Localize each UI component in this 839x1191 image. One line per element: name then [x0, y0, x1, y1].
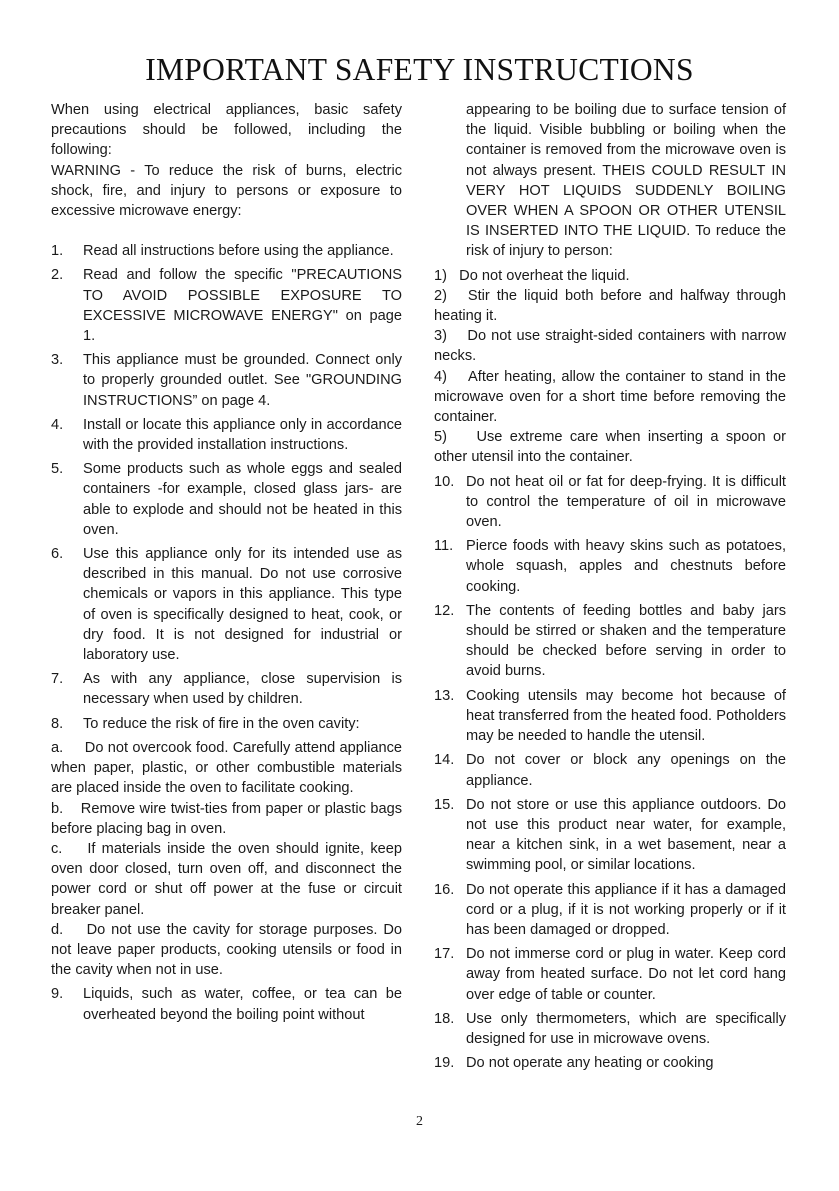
sub-item-label: b. — [51, 800, 64, 817]
item-number: 15. — [434, 796, 455, 813]
item-number: 16. — [434, 881, 455, 898]
item-number: 7. — [51, 671, 64, 688]
list-item — [51, 984, 402, 1024]
list-item — [51, 241, 402, 261]
sub-item-label: 1) — [434, 267, 447, 284]
item-number: 8. — [51, 715, 64, 732]
list-item — [434, 1009, 786, 1049]
list-item — [434, 472, 786, 533]
sub-item-label: 4) — [434, 368, 447, 385]
list-item — [51, 415, 402, 455]
sub-item-text: Use extreme care when inserting a spoon or other utensil into the container. — [434, 429, 786, 466]
item-text: To reduce the risk of fire in the oven cavity: — [83, 715, 360, 732]
item-text: Do not store or use this appliance outdoors. Do not use this product near water, for example, near a kitchen sink, in a wet basement, near a swimming pool, or similar locations. — [466, 796, 786, 874]
item-number: 9. — [51, 986, 64, 1003]
item-text: Do not operate this appliance if it has a damaged cord or a plug, if it is not working properly or if it has been damaged or dropped. — [466, 881, 786, 938]
item-continuation: appearing to be boiling due to surface tension of the liquid. Visible bubbling or boiling when the container is removed from the microwave oven is not always present. THEIS COULD RESULT IN VERY HOT LIQUIDS SUDDENLY BOILING OVER WHEN A SPOON OR OTHER UTENSIL IS INSERTED INTO THE LIQUID. To reduce the risk of injury to person: — [466, 102, 786, 260]
warning-paragraph: WARNING - To reduce the risk of burns, electric shock, fire, and injury to persons or exposure to excessive microwave energy: — [51, 162, 402, 220]
list-item — [51, 265, 402, 346]
item-number: 14. — [434, 752, 455, 769]
sub-item-text: Do not use the cavity for storage purposes. Do not leave paper products, cooking utensils or food in the cavity when not in use. — [51, 921, 402, 979]
spacer — [51, 221, 402, 241]
list-item — [434, 795, 786, 876]
sub-item — [434, 286, 786, 326]
sub-item-text: Do not overheat the liquid. — [459, 267, 630, 284]
left-column — [51, 100, 402, 1025]
item-text: Use this appliance only for its intended use as described in this manual. Do not use corrosive chemicals or vapors in this appliance. This type of oven is specifically designed to heat, cook, or dry food. It is not designed for industrial or laboratory use. — [83, 546, 402, 664]
item-number: 10. — [434, 473, 455, 490]
sub-item — [51, 839, 402, 920]
sub-item-text: If materials inside the oven should ignite, keep oven door closed, turn oven off, and disconnect the power cord or shut off power at the fuse or circuit breaker panel. — [51, 840, 402, 918]
item-text: This appliance must be grounded. Connect only to properly grounded outlet. See "GROUNDING INSTRUCTIONS” on page 4. — [83, 352, 402, 409]
item-number: 6. — [51, 546, 64, 563]
list-item — [434, 1053, 786, 1073]
sub-item-label: c. — [51, 840, 63, 857]
item-number: 18. — [434, 1010, 455, 1027]
list-item — [434, 601, 786, 682]
item-text: Do not immerse cord or plug in water. Keep cord away from heated surface. Do not let cord hang over edge of table or counter. — [466, 946, 786, 1003]
item-number: 17. — [434, 946, 455, 963]
item-number: 5. — [51, 461, 64, 478]
sub-item — [434, 326, 786, 366]
right-column — [434, 100, 786, 1073]
page-title: IMPORTANT SAFETY INSTRUCTIONS — [145, 52, 694, 87]
item-number: 3. — [51, 352, 64, 369]
list-item — [51, 350, 402, 411]
sub-item-text: Stir the liquid both before and halfway through heating it. — [434, 287, 787, 325]
item-text: Cooking utensils may become hot because of heat transferred from the heated food. Potholders may be needed to handle the utensil. — [466, 687, 786, 745]
item-text: Do not heat oil or fat for deep-frying. It is difficult to control the temperature of oil in microwave oven. — [466, 473, 786, 531]
list-item — [51, 714, 402, 734]
list-item — [434, 536, 786, 597]
list-item — [51, 459, 402, 540]
list-item — [51, 544, 402, 665]
item-text: Some products such as whole eggs and sealed containers -for example, closed glass jars- are able to explode and should not be heated in this oven. — [83, 461, 402, 538]
sub-item-text: Remove wire twist-ties from paper or plastic bags before placing bag in oven. — [51, 800, 402, 837]
item-text: Read and follow the specific "PRECAUTIONS TO AVOID POSSIBLE EXPOSURE TO EXCESSIVE MICROWAVE ENERGY" on page 1. — [83, 267, 402, 345]
sub-item-label: 3) — [434, 328, 447, 345]
item-number: 2. — [51, 267, 64, 284]
sub-item-label: d. — [51, 921, 64, 938]
sub-item — [434, 427, 786, 467]
list-item — [51, 669, 402, 709]
item-text: As with any appliance, close supervision is necessary when used by children. — [83, 671, 402, 708]
item-number: 13. — [434, 687, 455, 704]
item-text: Pierce foods with heavy skins such as potatoes, whole squash, apples and chestnuts before cooking. — [466, 538, 786, 595]
item-text: Use only thermometers, which are specifically designed for use in microwave ovens. — [466, 1010, 786, 1047]
list-item — [434, 944, 786, 1005]
sub-item — [434, 266, 786, 286]
sub-item-label: a. — [51, 739, 64, 756]
intro-paragraph: When using electrical appliances, basic safety precautions should be followed, including the following: — [51, 102, 402, 159]
list-item — [434, 750, 786, 790]
item-number: 4. — [51, 416, 64, 433]
item-text: Do not operate any heating or cooking — [466, 1055, 714, 1072]
item-text: Do not cover or block any openings on the appliance. — [466, 752, 786, 789]
item-text: Read all instructions before using the appliance. — [83, 243, 394, 260]
page-number: 2 — [416, 1114, 423, 1129]
item-number: 12. — [434, 602, 455, 619]
item-text: Install or locate this appliance only in accordance with the provided installation instructions. — [83, 416, 402, 454]
sub-item-text: Do not overcook food. Carefully attend appliance when paper, plastic, or other combustible materials are placed inside the oven to facilitate cooking. — [51, 739, 402, 797]
list-item — [434, 880, 786, 941]
sub-item — [51, 799, 402, 839]
sub-item — [51, 738, 402, 799]
list-item — [434, 686, 786, 747]
sub-item — [434, 367, 786, 428]
sub-item-text: Do not use straight-sided containers with narrow necks. — [434, 328, 786, 365]
item-text: The contents of feeding bottles and baby jars should be stirred or shaken and the temperature should be checked before serving in order to avoid burns. — [466, 602, 786, 680]
item-number: 19. — [434, 1055, 455, 1072]
sub-item — [51, 920, 402, 981]
sub-item-label: 2) — [434, 287, 447, 304]
item-number: 11. — [434, 538, 454, 555]
sub-item-text: After heating, allow the container to stand in the microwave oven for a short time before removing the container. — [434, 368, 786, 426]
sub-item-label: 5) — [434, 429, 447, 446]
item-text: Liquids, such as water, coffee, or tea can be overheated beyond the boiling point without — [83, 986, 402, 1023]
item-number: 1. — [51, 243, 64, 260]
